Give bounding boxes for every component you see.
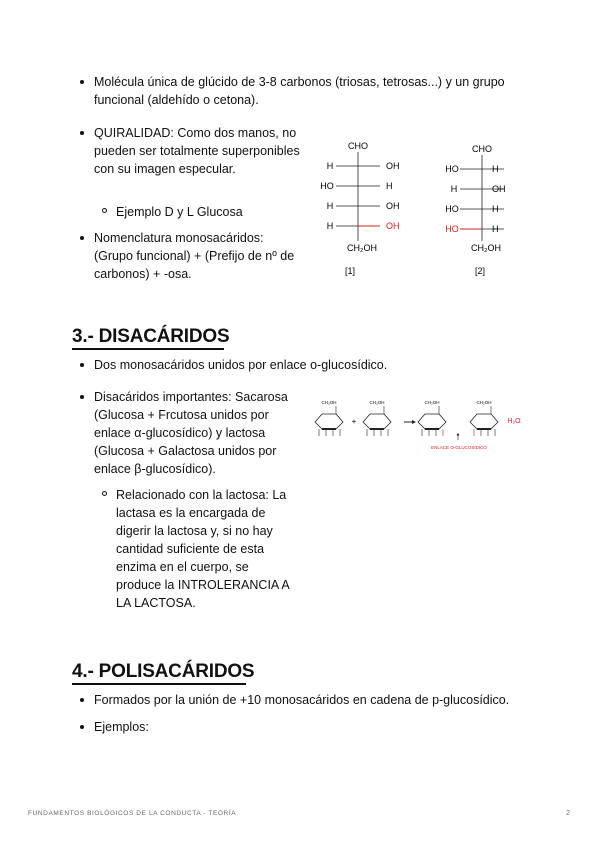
fischer-right-bottom: CH₂OH [471,243,501,253]
fischer-right-top: CHO [472,144,492,154]
fischer-right-row-2 [451,184,506,194]
bullet-monosacarido-definicion: Molécula única de glúcido de 3-8 carbonos (triosas, tetrosas...) y un grupo funcional (aldehído o cetona). [94,73,534,109]
svg-text:H: H [450,184,458,194]
disaccharide-reaction-figure [304,396,526,452]
svg-text:H: H [326,221,334,231]
fischer-left-row-1 [327,161,400,171]
svg-text:CH₂OH: CH₂OH [476,400,492,405]
svg-text:H: H [492,204,499,214]
bullet-quiralidad: QUIRALIDAD: Como dos manos, no pueden ser totalmente superponibles con su imagen especular. [94,124,304,178]
svg-text:HO: HO [445,164,459,174]
svg-text:OH: OH [386,161,400,171]
fischer-left-row-3 [327,201,400,211]
section-4-underline [72,683,246,685]
bullet-nomenclatura: Nomenclatura monosacáridos: (Grupo funcional) + (Prefijo de nº de carbonos) + -osa. [94,229,299,283]
section-4-title: 4.- POLISACÁRIDOS [72,661,255,682]
fischer-right-row-4 [445,224,504,234]
fischer-right-row-3 [445,204,504,214]
glucose-rings [315,400,498,436]
reaction-plus: + [351,417,357,426]
bullet-polisacaridos-definicion: Formados por la unión de +10 monosacáridos en cadena de p-glucosídico. [94,691,554,709]
glucose-ring-2 [363,400,391,436]
reaction-bond-label: ENLACE O-GLUCOSÍDICO [431,445,487,450]
fischer-right-row-1 [445,164,504,174]
footer-page-number: 2 [566,810,570,817]
sub-lactosa: Relacionado con la lactosa: La lactasa es la encargada de digerir la lactosa y, si no hay cantidad suficiente de esta enzima en el cuerpo, se produce la INTROLERANCIA A LA LACTOSA. [116,486,296,612]
fischer-left-top: CHO [348,141,368,151]
glucose-ring-1 [315,400,343,436]
fischer-left-row-2 [320,181,392,191]
svg-text:H: H [492,224,499,234]
bullet-ejemplos: Ejemplos: [94,718,294,736]
bullet-disacaridos-importantes: Disacáridos importantes: Sacarosa (Glucosa + Frcutosa unidos por enlace α-glucosídico) y lactosa (Glucosa + Galactosa unidos por enlace β-glucosídico). [94,388,299,478]
glucose-ring-3 [418,400,446,436]
fischer-left-bottom: CH₂OH [347,243,377,253]
svg-text:CH₂OH: CH₂OH [369,400,385,405]
section-3-title: 3.- DISACÁRIDOS [72,326,230,347]
svg-text:CH₂OH: CH₂OH [424,400,440,405]
footer-course-title: FUNDAMENTOS BIOLÓGICOS DE LA CONDUCTA - TEORÍA [28,810,237,817]
svg-text:H: H [326,161,334,171]
svg-text:CH₂OH: CH₂OH [321,400,337,405]
fischer-left-row-4 [327,221,400,231]
svg-text:OH: OH [492,184,506,194]
svg-text:H: H [326,201,334,211]
svg-text:HO: HO [320,181,334,191]
svg-text:OH: OH [386,201,400,211]
svg-text:OH: OH [386,221,400,231]
fischer-projections-figure [310,138,510,280]
svg-text:H: H [492,164,499,174]
fischer-left-caption: [1] [344,266,356,276]
section-3-underline [72,348,224,350]
svg-text:HO: HO [445,224,459,234]
svg-text:HO: HO [445,204,459,214]
glucose-ring-4 [470,400,498,436]
sub-ejemplo-glucosa: Ejemplo D y L Glucosa [116,203,316,221]
reaction-h2o: H₂O [507,418,521,425]
bullet-disacaridos-definicion: Dos monosacáridos unidos por enlace o-glucosídico. [94,356,534,374]
svg-text:H: H [386,181,393,191]
fischer-right-caption: [2] [474,266,486,276]
